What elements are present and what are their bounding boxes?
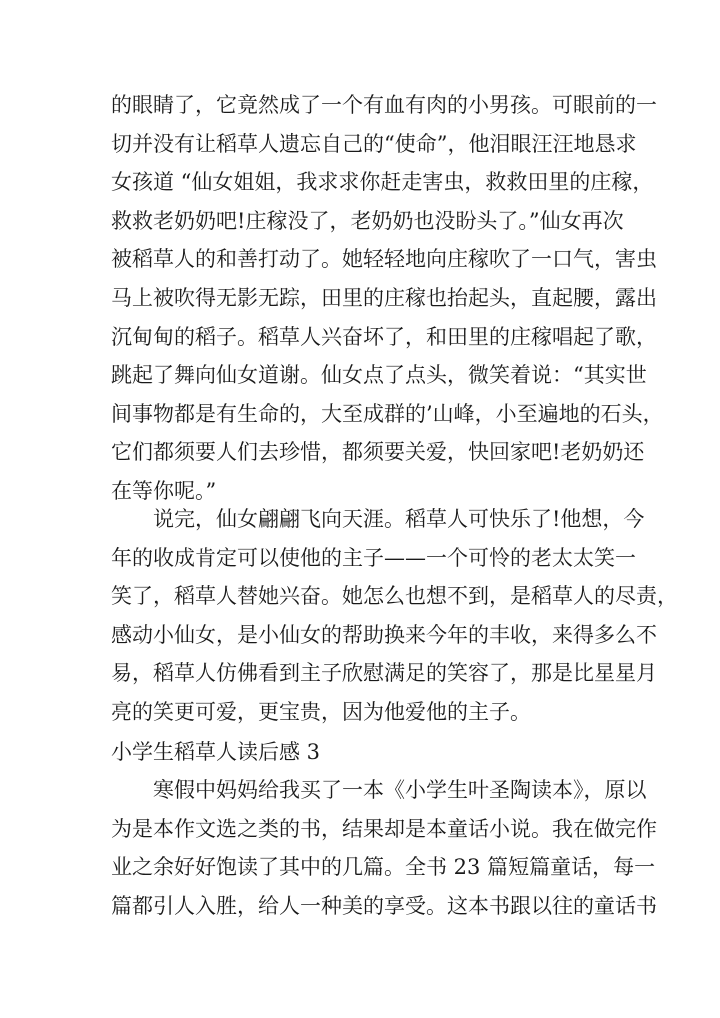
text-line: 沉甸甸的稻子。稻草人兴奋坏了，和田里的庄稼唱起了歌， [111, 324, 657, 349]
text-line: 间事物都是有生命的，大至成群的’山峰，小至遍地的石头， [111, 401, 664, 426]
text-line: 切并没有让稻草人遗忘自己的“使命”，他泪眼汪汪地恳求 [111, 131, 637, 156]
text-line: 救救老奶奶吧!庄稼没了，老奶奶也没盼头了。”仙女再次 [111, 208, 624, 233]
paragraph-fairy-dialogue [111, 86, 664, 511]
text-line: 篇都引人入胜，给人一种美的享受。这本书跟以往的童话书 [111, 893, 657, 918]
section-heading: 小学生稻草人读后感 3 [111, 740, 321, 764]
paragraph-book-review [111, 771, 657, 925]
text-line: 亮的笑更可爱，更宝贵，因为他爱他的主子。 [111, 699, 531, 724]
text-line: 的眼睛了，它竟然成了一个有血有肉的小男孩。可眼前的一 [111, 93, 657, 117]
text-line: 寒假中妈妈给我买了一本《小学生叶圣陶读本》，原以 [153, 778, 647, 802]
text-line: 说完，仙女翩翩飞向天涯。稻草人可快乐了!他想，今 [153, 507, 645, 531]
text-line: 易，稻草人仿佛看到主子欣慰满足的笑容了，那是比星星月 [111, 661, 657, 686]
text-line: 年的收成肯定可以使他的主子——一个可怜的老太太笑一 [111, 545, 636, 570]
text-line: 为是本作文选之类的书，结果却是本童话小说。我在做完作 [111, 816, 657, 841]
text-line: 业之余好好饱读了其中的几篇。全书 23 篇短篇童话，每一 [111, 855, 656, 880]
text-line: 跳起了舞向仙女道谢。仙女点了点头，微笑着说：“其实世 [111, 363, 647, 388]
text-line: 在等你呢。” [111, 478, 217, 503]
text-line: 感动小仙女，是小仙女的帮助换来今年的丰收，来得多么不 [111, 622, 657, 647]
text-line: 马上被吹得无影无踪，田里的庄稼也抬起头，直起腰，露出 [111, 285, 657, 310]
paragraph-fairy-leaves [111, 500, 678, 732]
text-line: 它们都须要人们去珍惜，都须要关爱，快回家吧!老奶奶还 [111, 440, 645, 465]
text-line: 被稻草人的和善打动了。她轻轻地向庄稼吹了一口气，害虫 [111, 247, 657, 272]
text-line: 女孩道 “仙女姐姐，我求求你赶走害虫，救救田里的庄稼， [111, 170, 654, 195]
text-line: 笑了，稻草人替她兴奋。她怎么也想不到，是稻草人的尽责， [111, 584, 678, 609]
